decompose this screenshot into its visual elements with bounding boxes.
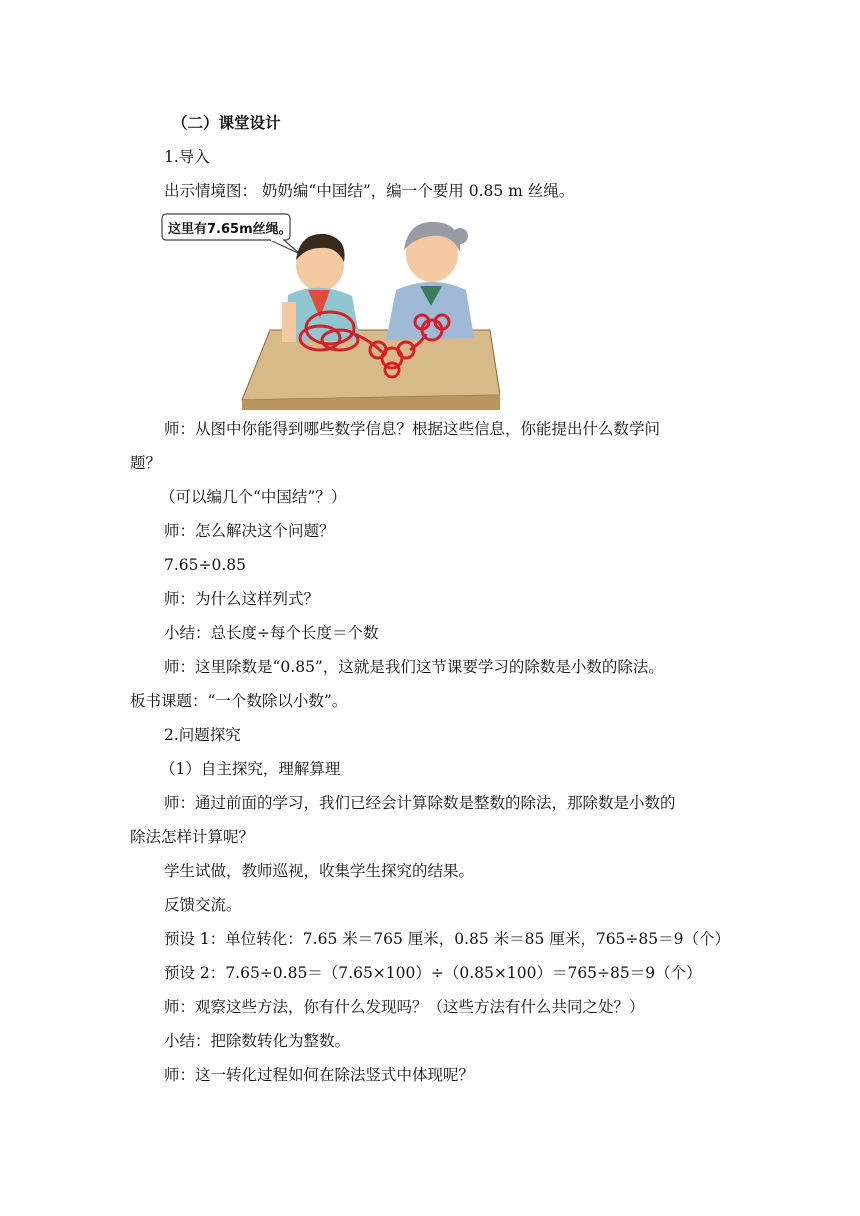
paragraph: 小结：把除数转化为整数。 — [164, 1032, 351, 1050]
paragraph: 板书课题：“一个数除以小数”。 — [130, 692, 348, 710]
paragraph: 师：从图中你能得到哪些数学信息？根据这些信息，你能提出什么数学问 — [164, 420, 661, 438]
paragraph: 除法怎样计算呢？ — [130, 828, 255, 846]
paragraph: （1）自主探究，理解算理 — [160, 760, 341, 778]
paragraph: 师：这里除数是“0.85”，这就是我们这节课要学习的除数是小数的除法。 — [164, 658, 664, 676]
paragraph: 师：怎么解决这个问题？ — [164, 522, 335, 540]
section-title: （二）课堂设计 — [172, 114, 281, 132]
paragraph: （可以编几个“中国结”？） — [160, 488, 347, 506]
paragraph: 出示情境图： 奶奶编“中国结”，编一个要用 0.85 m 丝绳。 — [164, 182, 575, 200]
paragraph: 师：为什么这样列式？ — [164, 590, 320, 608]
paragraph: 预设 1：单位转化：7.65 米＝765 厘米，0.85 米＝85 厘米，765÷85＝9（个） — [164, 930, 730, 948]
paragraph: 师：观察这些方法，你有什么发现吗？（这些方法有什么共同之处？） — [164, 998, 645, 1016]
heading-explore: 2.问题探究 — [164, 726, 241, 744]
paragraph: 7.65÷0.85 — [164, 556, 247, 574]
paragraph: 师：这一转化过程如何在除法竖式中体现呢？ — [164, 1066, 475, 1084]
paragraph: 反馈交流。 — [164, 896, 242, 914]
heading-intro: 1.导入 — [164, 148, 210, 166]
paragraph: 学生试做，教师巡视，收集学生探究的结果。 — [164, 862, 475, 880]
paragraph: 师：通过前面的学习，我们已经会计算除数是整数的除法，那除数是小数的 — [164, 794, 676, 812]
paragraph: 题？ — [130, 454, 162, 472]
illustration-grandma-boy-knots — [160, 210, 500, 410]
paragraph: 预设 2：7.65÷0.85＝（7.65×100）÷（0.85×100）＝765÷85＝9（个） — [164, 964, 702, 982]
paragraph: 小结：总长度÷每个长度＝个数 — [164, 624, 379, 642]
speech-bubble-text: 这里有7.65m丝绳。 — [168, 222, 292, 237]
